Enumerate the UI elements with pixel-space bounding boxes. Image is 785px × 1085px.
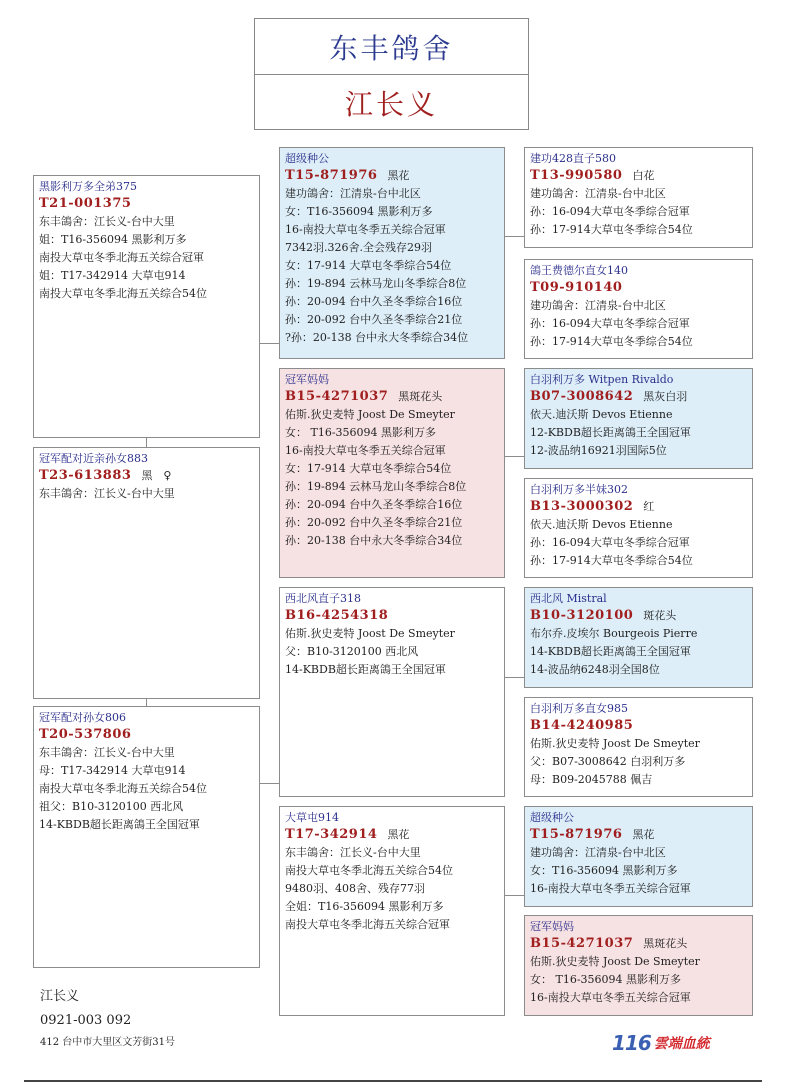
info-line: 16-南投大草屯冬季五关综合冠軍 — [285, 223, 446, 236]
info-line: 14-KBDB超长距离鴿王全国冠軍 — [530, 645, 691, 658]
info-line: 16-南投大草屯冬季五关综合冠軍 — [530, 882, 691, 895]
granddam-card — [279, 368, 505, 578]
ring-number: T15-871976 — [285, 168, 378, 183]
connector — [504, 895, 524, 896]
info-line: 父：B10-3120100 西北风 — [285, 645, 419, 658]
info-line: 12-波品纳16921羽国际5位 — [530, 444, 667, 457]
brand-logo — [612, 1030, 724, 1056]
info-line: 孙：19-894 云林马龙山冬季综合8位 — [285, 277, 467, 290]
logo-text: 雲端血統 — [653, 1036, 710, 1052]
card-header: 大草屯914 — [285, 811, 339, 824]
owner-name: 江长义 — [40, 989, 80, 1004]
info-line: 孙：20-094 台中久圣冬季综合16位 — [285, 295, 463, 308]
color-label: 黑花 — [387, 169, 410, 182]
connector — [259, 783, 279, 784]
info-line: 东丰鴿舍：江长义-台中大里 — [39, 487, 175, 500]
card-header: 黑影利万多全弟375 — [39, 180, 137, 193]
ancestor-card — [524, 259, 753, 359]
color-label: 白花 — [632, 169, 655, 182]
owner-name: 江长义 — [344, 87, 438, 121]
info-line: 孙：17-914大草屯冬季综合54位 — [530, 223, 693, 236]
ring-number: T09-910140 — [530, 280, 623, 295]
granddam-card — [279, 806, 505, 1016]
connector — [504, 236, 524, 237]
card-header: 冠军配对孙女806 — [39, 711, 126, 724]
color-label: 黑 ♀ — [141, 469, 172, 482]
info-line: 姐：T17-342914 大草屯914 — [39, 269, 186, 282]
info-line: 女：T16-356094 黑影利万多 — [530, 864, 678, 877]
ring-number: T17-342914 — [285, 827, 378, 842]
info-line: 女：17-914 大草屯冬季综合54位 — [285, 462, 452, 475]
info-line: 孙：16-094大草屯冬季综合冠軍 — [530, 205, 690, 218]
grandsire-card — [279, 587, 505, 797]
bottom-divider — [24, 1080, 762, 1082]
info-line: 14-波品纳6248羽全国8位 — [530, 663, 660, 676]
info-line: 孙：20-092 台中久圣冬季综合21位 — [285, 313, 463, 326]
ancestor-card — [524, 587, 753, 688]
ring-number: T20-537806 — [39, 727, 132, 742]
info-line: 孙：20-092 台中久圣冬季综合21位 — [285, 516, 463, 529]
info-line: 建功鴿舍：江清泉-台中北区 — [530, 299, 666, 312]
card-header: 冠军妈妈 — [530, 920, 574, 933]
ring-number: T13-990580 — [530, 168, 623, 183]
color-label: 斑花头 — [643, 609, 677, 622]
info-line: 全姐：T16-356094 黑影利万多 — [285, 900, 444, 913]
dam-pair-a-card — [33, 447, 260, 699]
connector — [504, 677, 524, 678]
info-line: 女：17-914 大草屯冬季综合54位 — [285, 259, 452, 272]
info-line: 依天.迪沃斯 Devos Etienne — [530, 408, 673, 421]
ancestor-card — [524, 368, 753, 469]
ring-number: T23-613883 — [39, 468, 132, 483]
connector — [504, 456, 524, 457]
info-line: 孙：17-914大草屯冬季综合54位 — [530, 554, 693, 567]
card-header: 西北风 Mistral — [530, 592, 607, 605]
logo-number: 116 — [612, 1031, 651, 1055]
info-line: 孙：19-894 云林马龙山冬季综合8位 — [285, 480, 467, 493]
info-line: 佑斯.狄史麦特 Joost De Smeyter — [285, 627, 455, 640]
info-line: 7342羽.326舍.全会残存29羽 — [285, 241, 432, 254]
info-line: 14-KBDB超长距离鴿王全国冠軍 — [39, 818, 200, 831]
info-line: 孙：16-094大草屯冬季综合冠軍 — [530, 317, 690, 330]
info-line: 女：T16-356094 黑影利万多 — [285, 205, 433, 218]
info-line: 9480羽、408舍、残存77羽 — [285, 882, 425, 895]
info-line: 孙：20-138 台中永大冬季综合34位 — [285, 534, 463, 547]
info-line: 孙：16-094大草屯冬季综合冠軍 — [530, 536, 690, 549]
info-line: 14-KBDB超长距离鴿王全国冠軍 — [285, 663, 446, 676]
info-line: 依天.迪沃斯 Devos Etienne — [530, 518, 673, 531]
card-header: 冠军配对近亲孙女883 — [39, 452, 148, 465]
info-line: 东丰鴿舍：江长义-台中大里 — [285, 846, 421, 859]
info-line: 母：T17-342914 大草屯914 — [39, 764, 186, 777]
info-line: 南投大草屯冬季北海五关综合54位 — [39, 782, 207, 795]
info-line: 佑斯.狄史麦特 Joost De Smeyter — [530, 955, 700, 968]
card-header: 超级种公 — [285, 152, 329, 165]
info-line: 建功鴿舍：江清泉-台中北区 — [530, 846, 666, 859]
info-line: 孙：17-914大草屯冬季综合54位 — [530, 335, 693, 348]
card-header: 西北风直子318 — [285, 592, 361, 605]
color-label: 黑灰白羽 — [643, 390, 688, 403]
ancestor-card — [524, 478, 753, 578]
subject-card — [33, 175, 260, 438]
ancestor-card — [524, 915, 753, 1016]
info-line: 南投大草屯冬季北海五关综合冠軍 — [39, 251, 204, 264]
color-label: 红 — [643, 500, 655, 513]
info-line: 16-南投大草屯冬季五关综合冠軍 — [285, 444, 446, 457]
ancestor-card — [524, 806, 753, 907]
card-header: 白羽利万多半妹302 — [530, 483, 628, 496]
ring-number: T21-001375 — [39, 196, 132, 211]
ring-number: B15-4271037 — [285, 389, 389, 404]
ring-number: B16-4254318 — [285, 608, 389, 623]
info-line: ?孙：20-138 台中永大冬季综合34位 — [285, 331, 469, 344]
info-line: 南投大草屯冬季北海五关综合冠軍 — [285, 918, 450, 931]
ring-number: B07-3008642 — [530, 389, 634, 404]
owner-phone: 0921-003 092 — [40, 1013, 132, 1028]
card-header: 白羽利万多 Witpen Rivaldo — [530, 373, 674, 386]
info-line: 12-KBDB超长距离鴿王全国冠軍 — [530, 426, 691, 439]
info-line: 建功鴿舍：江清泉-台中北区 — [530, 187, 666, 200]
info-line: 东丰鴿舍：江长义-台中大里 — [39, 215, 175, 228]
ring-number: B13-3000302 — [530, 499, 634, 514]
info-line: 佑斯.狄史麦特 Joost De Smeyter — [530, 737, 700, 750]
ring-number: B10-3120100 — [530, 608, 634, 623]
ring-number: T15-871976 — [530, 827, 623, 842]
info-line: 女： T16-356094 黑影利万多 — [530, 973, 682, 986]
info-line: 女： T16-356094 黑影利万多 — [285, 426, 437, 439]
info-line: 佑斯.狄史麦特 Joost De Smeyter — [285, 408, 455, 421]
info-line: 南投大草屯冬季北海五关综合54位 — [39, 287, 207, 300]
info-line: 建功鴿舍：江清泉-台中北区 — [285, 187, 421, 200]
info-line: 母：B09-2045788 佩吉 — [530, 773, 653, 786]
loft-name: 东丰鸽舍 — [255, 19, 528, 75]
ring-number: B15-4271037 — [530, 936, 634, 951]
card-header: 冠军妈妈 — [285, 373, 329, 386]
owner-address: 412 台中市大里区文芳街31号 — [40, 1037, 175, 1048]
card-header: 超级种公 — [530, 811, 574, 824]
card-header: 鴿王费德尔直女140 — [530, 264, 628, 277]
card-header: 白羽利万多直女985 — [530, 702, 628, 715]
ancestor-card — [524, 697, 753, 797]
color-label: 黑斑花头 — [398, 390, 443, 403]
info-line: 布尔乔.皮埃尔 Bourgeois Pierre — [530, 627, 698, 640]
grandsire-card — [279, 147, 505, 359]
ring-number: B14-4240985 — [530, 718, 634, 733]
info-line: 父：B07-3008642 白羽利万多 — [530, 755, 686, 768]
color-label: 黑斑花头 — [643, 937, 688, 950]
title-box — [254, 18, 529, 130]
info-line: 东丰鴿舍：江长义-台中大里 — [39, 746, 175, 759]
info-line: 16-南投大草屯冬季五关综合冠軍 — [530, 991, 691, 1004]
color-label: 黑花 — [632, 828, 655, 841]
card-header: 建功428直子580 — [530, 152, 616, 165]
info-line: 南投大草屯冬季北海五关综合54位 — [285, 864, 453, 877]
color-label: 黑花 — [387, 828, 410, 841]
connector — [259, 343, 279, 344]
info-line: 祖父：B10-3120100 西北风 — [39, 800, 184, 813]
info-line: 孙：20-094 台中久圣冬季综合16位 — [285, 498, 463, 511]
ancestor-card — [524, 147, 753, 248]
owner-contact — [40, 985, 175, 1053]
dam-pair-b-card — [33, 706, 260, 968]
info-line: 姐：T16-356094 黑影利万多 — [39, 233, 187, 246]
